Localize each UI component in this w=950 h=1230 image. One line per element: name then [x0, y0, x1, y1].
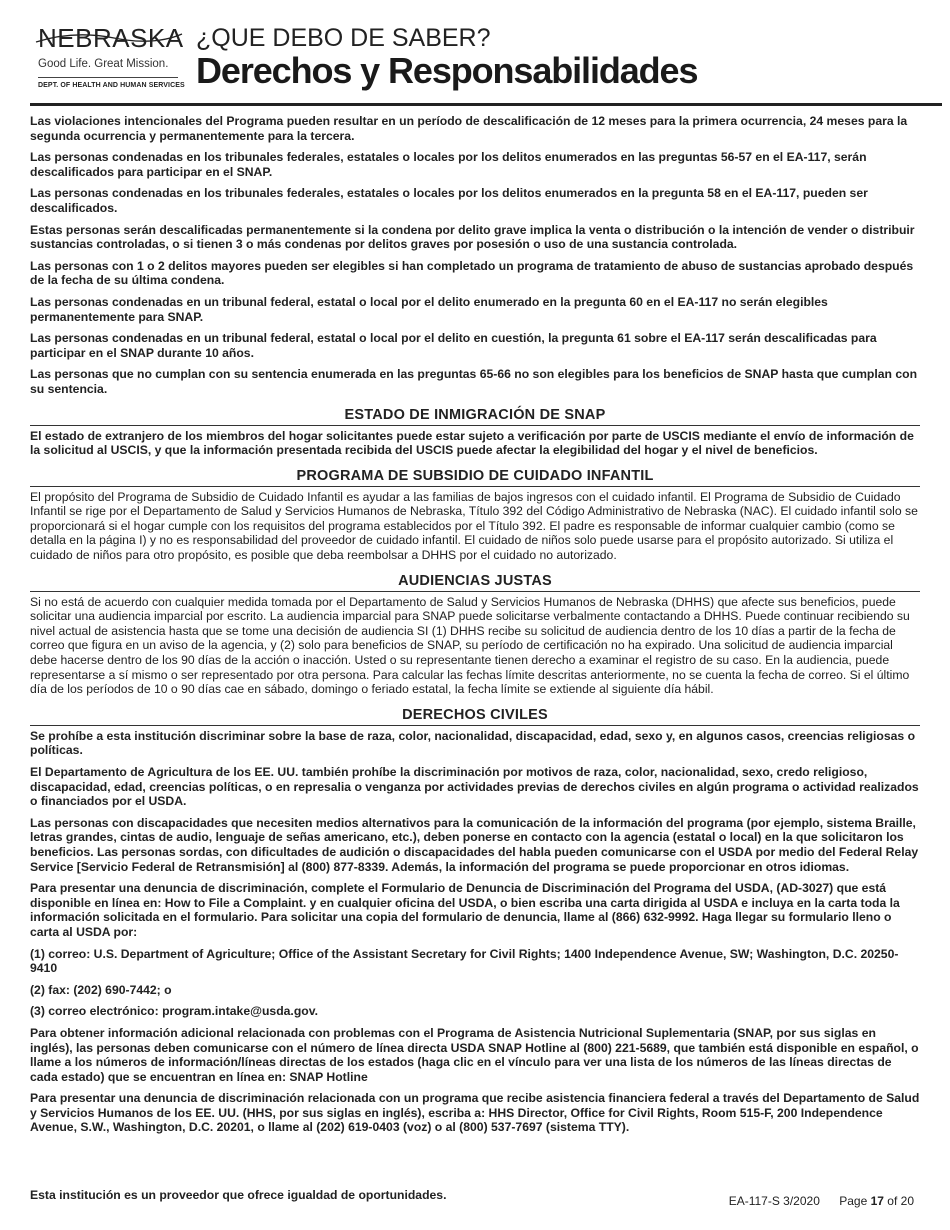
logo-tagline: Good Life. Great Mission. — [38, 58, 169, 70]
intro-paragraph: Las personas condenadas en un tribunal federal, estatal o local por el delito en cuestión, la pregunta 61 sobre el EA-117 serán descalificadas para participar en el SNAP durante 10 años. — [30, 331, 877, 360]
title-question: ¿QUE DEBO DE SABER? — [196, 24, 491, 52]
civil-rights-paragraph: Para presentar una denuncia de discriminación relacionada con un programa que recibe asistencia financiera federal a través del Departamento de Salud y Servicios Humanos de los EE. UU. (HHS, por sus siglas en inglés), escriba a: HHS Director, Office for Civil Rights, Room 515-F, 200 Independence Avenue, S.W., Washington, D.C. 20201, o llame al (202) 619-0403 (voz) o al (800) 537-7697 (sistema TTY). — [30, 1091, 920, 1135]
intro-paragraph: Las personas condenadas en un tribunal federal, estatal o local por el delito enumerado en la pregunta 60 en el EA-117 no serán elegibles permanentemente para SNAP. — [30, 294, 828, 324]
childcare-text: El propósito del Programa de Subsidio de Cuidado Infantil es ayudar a las familias de bajos ingresos con el cuidado infantil. El Programa de Subsidio de Cuidado Infantil se rige por el Departamento de Salud y Servicios Humanos de Nebraska, Título 392 del Código Administrativo de Nebraska (NAC). El cuidado infantil solo se proporcionará si el hogar cumple con los requisitos del programa establecidos por el Título 392. El padre es responsable de informar cualquier cambio (como se detalla en la página I) y no es responsabilidad del proveedor de cuidado infantil. El cuidado de niños solo puede usarse para el propósito autorizado. Si utiliza el cuidado de niños para otro propósito, es posible que deba reembolsar a DHHS por el cuidado no autorizado. — [30, 489, 918, 563]
page-prefix: Page — [839, 1194, 868, 1208]
intro-paragraph: Las personas condenadas en los tribunales federales, estatales o locales por los delitos enumerados en la pregunta 58 en el EA-117, pueden ser descalificados. — [30, 186, 868, 215]
page-footer — [729, 1194, 914, 1208]
civil-rights-paragraph: Se prohíbe a esta institución discriminar sobre la base de raza, color, nacionalidad, discapacidad, edad, sexo y, en algunos casos, creencias religiosas o políticas. — [30, 728, 916, 758]
logo-department: DEPT. OF HEALTH AND HUMAN SERVICES — [38, 82, 185, 89]
equal-opportunity-statement: Esta institución es un proveedor que ofrece igualdad de oportunidades. — [30, 1188, 447, 1202]
logo-wordmark: NEBRASKA — [38, 24, 188, 52]
form-id: EA-117-S 3/2020 — [728, 1194, 820, 1208]
civil-rights-paragraph: Para presentar una denuncia de discriminación, complete el Formulario de Denuncia de Discriminación del Programa del USDA, (AD-3027) que está disponible en línea en: How to File a Complaint. y en cualquier oficina del USDA, o bien escriba una carta dirigida al USDA e incluya en la carta toda la información solicitada en el formulario. Para solicitar una copia del formulario de denuncia, llame al (866) 632-9992. Haga llegar su formulario lleno o carta al USDA por: — [30, 881, 900, 939]
intro-paragraph: Las personas condenadas en los tribunales federales, estatales o locales por los delitos enumerados en las preguntas 56-57 en el EA-117, serán descalificados para participar en el SNAP. — [30, 150, 867, 179]
civil-rights-paragraph: Las personas con discapacidades que necesiten medios alternativos para la comunicación de la información del programa (por ejemplo, sistema Braille, letras grandes, cintas de audio, lenguaje de señas americano, etc.), deben ponerse en contacto con la agencia (estatal o local) en la que solicitaron los beneficios. Las personas sordas, con dificultades de audición o discapacidades del habla pueden comunicarse con el USDA por medio del Federal Relay Service [Servicio Federal de Retransmisión] al (800) 877-8339. Además, la información del programa se puede proporcionar en otros idiomas. — [30, 815, 919, 874]
civil-rights-email: (3) correo electrónico: program.intake@usda.gov. — [30, 1004, 318, 1019]
page-header — [0, 0, 950, 108]
section-heading-childcare: PROGRAMA DE SUBSIDIO DE CUIDADO INFANTIL — [30, 468, 920, 487]
section-heading-civil-rights: DERECHOS CIVILES — [30, 707, 920, 726]
logo-divider — [38, 77, 178, 78]
section-heading-immigration: ESTADO DE INMIGRACIÓN DE SNAP — [30, 407, 920, 426]
civil-rights-fax: (2) fax: (202) 690-7442; o — [30, 982, 172, 997]
civil-rights-paragraph: El Departamento de Agricultura de los EE. UU. también prohíbe la discriminación por motivos de raza, color, nacionalidad, sexo, credo religioso, discapacidad, edad, creencias políticas, o en represalia o venganza por actividades previas de derechos civiles en algún programa o actividad realizados o financiados por el USDA. — [30, 765, 919, 809]
page-suffix: of 20 — [887, 1194, 914, 1208]
page-number: 17 — [870, 1194, 884, 1208]
section-heading-fair-hearings: AUDIENCIAS JUSTAS — [30, 573, 920, 592]
civil-rights-mail: (1) correo: U.S. Department of Agriculture; Office of the Assistant Secretary for Civil Rights; 1400 Independence Avenue, SW; Washington, D.C. 20250-9410 — [30, 946, 899, 976]
immigration-text: El estado de extranjero de los miembros del hogar solicitantes puede estar sujeto a verificación por parte de USCIS mediante el envío de información de la solicitud al USCIS, y que la información presentada recibida del USCIS puede afectar la elegibilidad del hogar y el nivel de beneficios. — [30, 428, 914, 458]
page-title: Derechos y Responsabilidades — [196, 50, 698, 91]
page-indicator — [839, 1194, 914, 1208]
fair-hearings-text: Si no está de acuerdo con cualquier medida tomada por el Departamento de Salud y Servicios Humanos de Nebraska (DHHS) que afecte sus beneficios, puede solicitar una audiencia imparcial por escrito. La audiencia imparcial para SNAP puede solicitarse verbalmente contactando a DHHS. Puede continuar recibiendo su nivel actual de asistencia hasta que se tome una decisión de audiencia SI (1) DHHS recibe su solicitud de audiencia dentro de los 10 días a partir de la fecha de correo que figura en un aviso de la agencia, y (2) solo para beneficios de SNAP, su período de certificación no ha expirado. Una solicitud de audiencia imparcial debe hacerse dentro de los 90 días de la acción o inacción. Usted o su representante tienen derecho a examinar el registro de su caso. En la audiencia, puede representarse a sí mismo o ser representado por otra persona. Para calcular las fechas límite descritas anteriormente, no se cuenta la fecha de correo. Si el último día de los períodos de 10 o 90 días cae en sábado, domingo o feriado estatal, la fecha límite se extiende al siguiente día hábil. — [30, 594, 910, 697]
intro-paragraph: Las personas con 1 o 2 delitos mayores pueden ser elegibles si han completado un programa de tratamiento de abuso de sustancias aprobado después de la fecha de su última condena. — [30, 258, 914, 288]
civil-rights-paragraph: Para obtener información adicional relacionada con problemas con el Programa de Asistencia Nutricional Suplementaria (SNAP, por sus siglas en inglés), las personas deben comunicarse con el número de línea directa USDA SNAP Hotline al (800) 221-5689, que también está disponible en español, o llame a los números de información/líneas directas de los estados (haga clic en el vínculo para ver una lista de los números de las líneas directas de cada estado) que se encuentran en línea en: SNAP Hotline — [30, 1025, 919, 1084]
intro-paragraph: Estas personas serán descalificadas permanentemente si la condena por delito grave implica la venta o distribución o la intención de vender o distribuir sustancias controladas, o si tienen 3 o más condenas por delitos graves por posesión o uso de una sustancia controlada. — [30, 222, 915, 252]
header-divider — [30, 103, 942, 106]
logo-swash-icon — [34, 28, 184, 48]
intro-paragraph: Las personas que no cumplan con su sentencia enumerada en las preguntas 65-66 no son elegibles para los beneficios de SNAP hasta que cumplan con su sentencia. — [30, 367, 918, 396]
document-body — [30, 114, 920, 1142]
nebraska-dhhs-logo — [38, 24, 188, 89]
intro-paragraph: Las violaciones intencionales del Programa pueden resultar en un período de descalificación de 12 meses para la primera ocurrencia, 24 meses para la segunda ocurrencia y permanentemente para la tercera. — [30, 114, 908, 143]
